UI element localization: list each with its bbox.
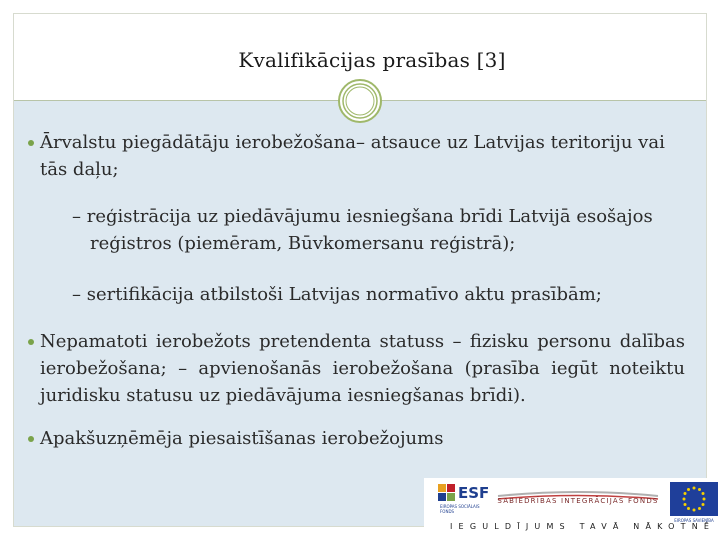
- bullet-dot-3: [28, 436, 34, 442]
- bullet-dot-1: [28, 140, 34, 146]
- funding-logos: [424, 478, 720, 540]
- circle-ornament-icon: [337, 78, 383, 124]
- bullet-dot-2: [28, 339, 34, 345]
- sub-bullet-2: – sertifikācija atbilstoši Latvijas normatīvo aktu prasībām;: [72, 284, 602, 305]
- sub-bullet-1-line-1: – reģistrācija uz piedāvājumu iesniegšana brīdi Latvijā esošajos: [72, 206, 653, 227]
- sif-label: SABIEDRĪBAS INTEGRĀCIJAS FONDS: [497, 497, 659, 505]
- esf-caption: EIROPAS SOCIĀLAIS FONDS: [440, 504, 480, 514]
- bullet-3-text: Apakšuzņēmēja piesaistīšanas ierobežojums: [40, 428, 444, 449]
- slogan: IEGULDĪJUMS TAVĀ NĀKOTNĒ: [450, 522, 716, 531]
- sub-bullet-1-line-2: reģistros (piemēram, Būvkomersanu reģistrā);: [90, 233, 516, 254]
- eu-flag-icon: [670, 482, 718, 516]
- slide-title: Kvalifikācijas prasības [3]: [238, 48, 506, 72]
- bullet-2-text: Nepamatoti ierobežots pretendenta statuss – fizisku personu dalības ierobežošana; – apvienošanās ierobežošana (prasība iegūt noteiktu juridisku statusu uz piedāvājuma iesniegšanas brīdi).: [40, 331, 685, 406]
- esf-label: ESF: [458, 484, 490, 502]
- eu-caption: EIROPAS SAVIENĪBA: [674, 518, 714, 523]
- bullet-1-text: Ārvalstu piegādātāju ierobežošana– atsauce uz Latvijas teritoriju vai tās daļu;: [40, 132, 665, 180]
